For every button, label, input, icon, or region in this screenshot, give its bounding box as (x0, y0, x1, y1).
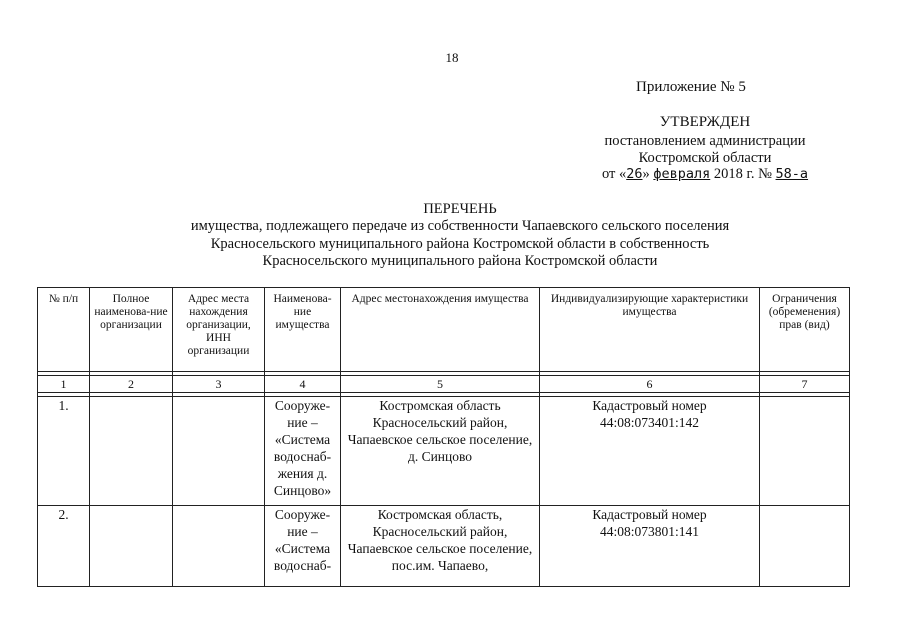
header-row (38, 288, 850, 372)
header-index: № п/п (38, 288, 90, 372)
property-register-table (37, 287, 850, 587)
document-subtitle-line-1: имущества, подлежащего передаче из собственности Чапаевского сельского поселения (190, 218, 730, 234)
row-characteristics: Кадастровый номер 44:08:073801:141 (540, 506, 760, 587)
table-row (38, 506, 850, 587)
appendix-label: Приложение № 5 (636, 79, 746, 95)
row-org-address (173, 506, 265, 587)
approval-line-1: постановлением администрации (604, 133, 806, 149)
column-number: 4 (265, 376, 341, 393)
header-restrictions: Ограничения (обременения) прав (вид) (760, 288, 850, 372)
row-restrictions (760, 397, 850, 506)
date-prefix: от « (601, 166, 627, 182)
column-number: 2 (90, 376, 173, 393)
date-day: 26 (626, 166, 643, 182)
row-restrictions (760, 506, 850, 587)
row-org-name (90, 397, 173, 506)
document-subtitle-line-3: Красносельского муниципального района Костромской области (262, 253, 658, 269)
document-subtitle-line-2: Красносельского муниципального района Костромской области в собственность (210, 236, 710, 252)
column-number: 3 (173, 376, 265, 393)
row-org-name (90, 506, 173, 587)
row-property-name: Сооруже-ние – «Система водоснаб- (265, 506, 341, 587)
row-org-address (173, 397, 265, 506)
date-mid-1: » (642, 166, 654, 182)
column-number-row (38, 376, 850, 393)
decree-number: 58-а (775, 166, 809, 182)
header-org-address: Адрес места нахождения организации, ИНН организации (173, 288, 265, 372)
row-index: 1. (38, 397, 90, 506)
approval-line-2: Костромской области (638, 150, 772, 166)
row-property-address: Костромская область, Красносельский район, Чапаевское сельское поселение, пос.им. Чапаево, (341, 506, 540, 587)
table-row (38, 397, 850, 506)
header-property-name: Наименова-ние имущества (265, 288, 341, 372)
page-number: 18 (445, 50, 459, 65)
date-mid-2: 2018 г. № (710, 166, 776, 182)
column-number: 1 (38, 376, 90, 393)
header-org-name: Полное наименова-ние организации (90, 288, 173, 372)
column-number: 6 (540, 376, 760, 393)
row-property-name: Сооруже-ние – «Система водоснаб-жения д. Синцово» (265, 397, 341, 506)
row-characteristics: Кадастровый номер 44:08:073401:142 (540, 397, 760, 506)
header-property-address: Адрес местонахождения имущества (341, 288, 540, 372)
approval-title: УТВЕРЖДЕН (659, 114, 751, 130)
header-characteristics: Индивидуализирующие характеристики имущества (540, 288, 760, 372)
document-title: ПЕРЕЧЕНЬ (423, 201, 497, 217)
row-property-address: Костромская область Красносельский район, Чапаевское сельское поселение, д. Синцово (341, 397, 540, 506)
date-month: февраля (653, 166, 711, 182)
column-number: 7 (760, 376, 850, 393)
column-number: 5 (341, 376, 540, 393)
row-index: 2. (38, 506, 90, 587)
approval-date (560, 166, 850, 183)
